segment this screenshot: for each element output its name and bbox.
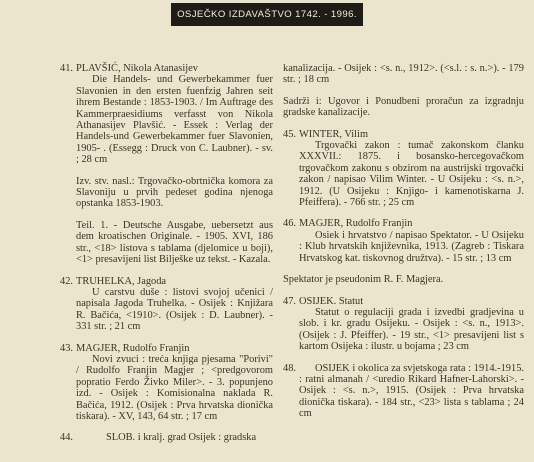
- entry-title: PLAVŠIĆ, Nikola Atanasijev: [76, 63, 198, 74]
- entry-48: [283, 363, 524, 420]
- entry-title: WINTER, Vilim: [299, 128, 369, 140]
- entry-title: MAGJER, Rudolfo Franjin: [299, 218, 413, 230]
- right-column: [283, 63, 524, 420]
- entry-number: 43.: [60, 342, 73, 354]
- entry-note: [283, 274, 524, 285]
- entry-number: 44.: [60, 432, 73, 444]
- left-column: [60, 63, 273, 444]
- entry-42: [60, 276, 273, 333]
- entry-number: 48.: [283, 362, 296, 374]
- entry-body: kanalizacija. - Osijek : <s. n., 1912>. (<s.l. : s. n.>). - 179 str. ; 18 cm: [283, 63, 524, 86]
- entry-47: [283, 296, 524, 353]
- entry-note: [60, 220, 273, 266]
- entry-title: SLOB. i kralj. grad Osijek : gradska: [106, 432, 257, 444]
- entry-body: Novi zvuci : treća knjiga pjesama "Porivi" / Rudolfo Franjin Magjer ; <predgovorom popratio Ferdo Živko Miler>. - 3. popunjeno izd. - Osijek : Komisionalna naklada R. Bačića, 1912. (Osijek : Prva hrvatska dionička tiskara). - XV, 143, 64 str. ; 17 cm: [76, 353, 273, 422]
- note-text: Izv. stv. nasl.: Trgovačko-obrtnička komora za Slavoniju u prvih pedeset godina njenoga opstanka 1853-1903.: [76, 175, 273, 210]
- entry-number: 41.: [60, 63, 73, 74]
- note-text: Spektator je pseudonim R. F. Magjera.: [283, 274, 444, 286]
- entry-title: MAGJER, Rudolfo Franjin: [76, 342, 190, 354]
- entry-45: [283, 129, 524, 209]
- entry-43: [60, 343, 273, 423]
- entry-number: 47.: [283, 295, 296, 307]
- entry-body: Statut o regulaciji grada i izvedbi gradjevina u slob. i kr. gradu Osijeku. - Osijek : <s. n., 1913>. (Osijek : J. Pfeiffer). - 19 str., <1> presavijeni list s kartom Osijeka : ilustr. u bojama ; 23 cm: [299, 306, 524, 353]
- note-text: Teil. 1. - Deutsche Ausgabe, uebersetzt aus dem kroatischen Originale. - 1905. XVI, 186 str., <18> listova s tablama (djelomice u boji), <1> presavijeni list Bilješke uz tekst. - Kazala.: [76, 219, 273, 266]
- entry-note: [283, 96, 524, 119]
- entry-body: Die Handels- und Gewerbekammer fuer Slavonien in den ersten fuenfzig Jahren seit ihrem Bestande : 1853-1903. / Im Auftrage des Kammerpraesidiums verfasst von Nikola Athanasijev Plavšić. - Essek : Verlag der Handels-und Gewerbekammer fuer Slavonien, 1905- . (Essegg : Druck von C. Laubner). - sv. ; 28 cm: [76, 74, 273, 166]
- entry-number: 46.: [283, 218, 296, 230]
- entry-46: [283, 218, 524, 264]
- entry-number: 45.: [283, 128, 296, 140]
- entry-title: OSIJEK. Statut: [299, 295, 364, 307]
- entry-44-continued: [283, 63, 524, 86]
- entry-body: U carstvu duše : listovi svojoj učenici / napisala Jagoda Truhelka. - Osijek : Knjižara R. Bačića, <1910>. (Osijek : D. Laubner). - 331 str. ; 21 cm: [76, 286, 273, 333]
- entry-body: Osiek i hrvatstvo / napisao Spektator. - U Osijeku : Klub hrvatskih književnika, 1913. (Zagreb : Tiskara Hrvatskog kat. tiskovnog družtva). - 15 str. ; 13 cm: [299, 229, 524, 264]
- entry-body: OSIJEK i okolica za svjetskoga rata : 1914.-1915. : ratni almanah / <uredio Rikard Hafner-Lahorski>. - Osijek : <s. n.>, 1915. (Osijek : Prva hrvatska dionička tiskara). - 184 str., <23> lista s tablama ; 24 cm: [299, 362, 524, 420]
- entry-44: [60, 432, 273, 443]
- entry-body: Trgovački zakon : tumač zakonskom članku XXXVII.: 1875. i bosansko-hercegovačkom trgovačkom zakonu s obzirom na austrijski trgovački zakon / napisao Vilim Winter. - U Osijeku : <s. n.>, 1912. (U Osijeku : Knjigo- i kamenotiskarna J. Pfeiffera). - 766 str. ; 25 cm: [299, 140, 524, 209]
- entry-note: [60, 176, 273, 210]
- page-header-title: OSJEČKO IZDAVAŠTVO 1742. - 1996.: [177, 9, 357, 20]
- note-text: Sadrži i: Ugovor i Ponudbeni proračun za izgradnju gradske kanalizacije.: [283, 95, 524, 119]
- entry-41: [60, 63, 273, 166]
- entry-number: 42.: [60, 275, 73, 287]
- entry-title: TRUHELKA, Jagoda: [76, 275, 167, 287]
- header-banner: [171, 3, 363, 26]
